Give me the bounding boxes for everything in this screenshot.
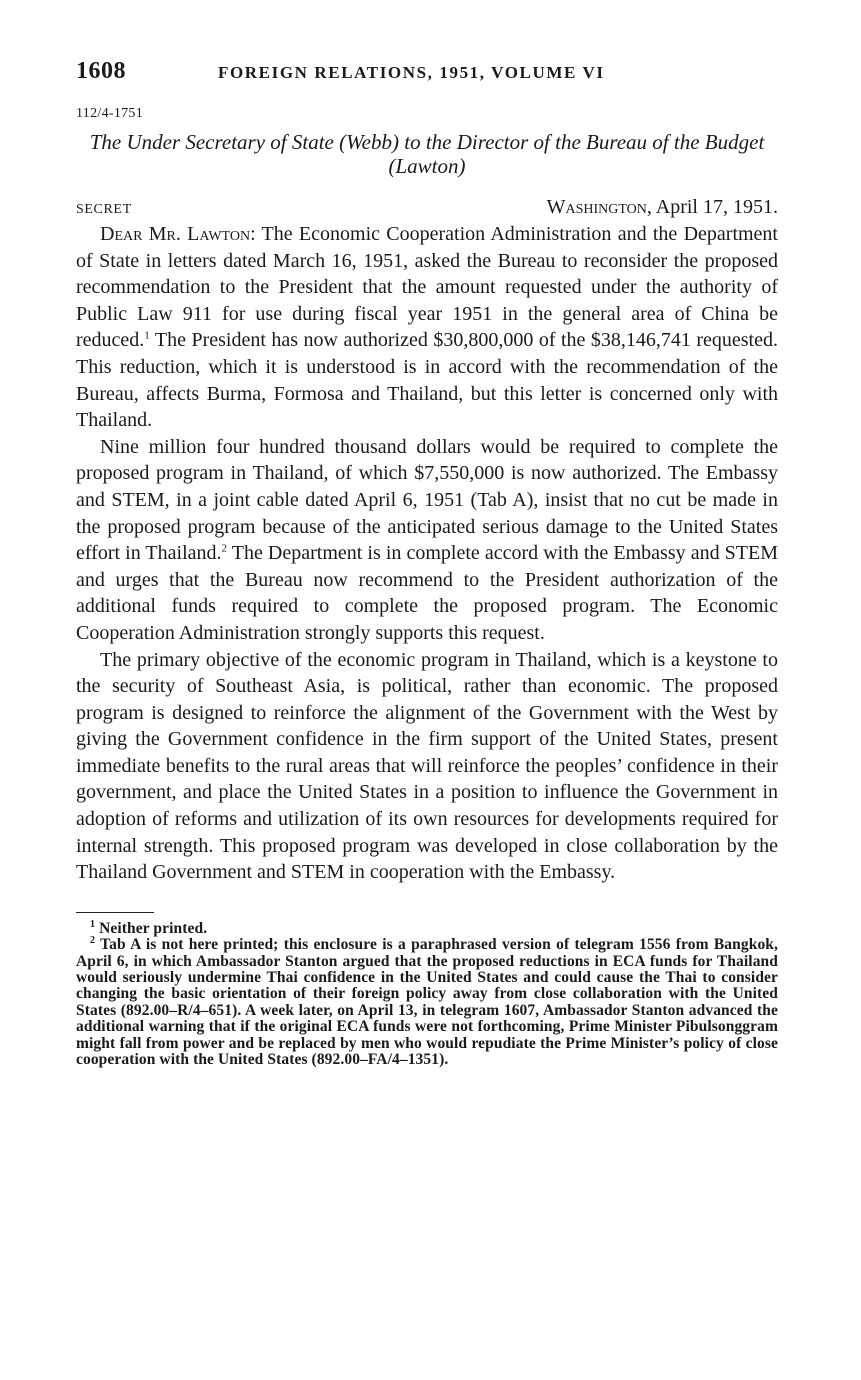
paragraph-1 bbox=[76, 221, 778, 434]
document-title: The Under Secretary of State (Webb) to the Director of the Bureau of the Budget (Lawton) bbox=[89, 130, 765, 178]
paragraph-2-text-a: Nine million four hundred thousand dollars would be required to complete the proposed program in Thailand, of which $7,550,000 is now authorized. The Embassy and STEM, in a joint cable dated April 6, 1951 (Tab A), insist that no cut be made in the proposed program because of the anticipated serious damage to the United States effort in Thailand. bbox=[76, 435, 778, 565]
running-head bbox=[76, 58, 778, 94]
footnote-1 bbox=[76, 918, 778, 937]
paragraph-1-text-a: The Economic Cooperation Administration and the Department of State in letters dated March 16, 1951, asked the Bureau to reconsider the proposed recommendation to the President that the amount requested under the authority of Public Law 911 for use during fiscal year 1951 in the general area of China be reduced. bbox=[76, 223, 778, 352]
document-page bbox=[76, 58, 778, 1069]
dateline-place: Washington bbox=[546, 196, 647, 218]
footnote-2 bbox=[76, 937, 778, 1068]
footnote-divider bbox=[76, 912, 154, 913]
footnote-ref-1: 1 bbox=[144, 329, 150, 342]
page-number: 1608 bbox=[76, 58, 126, 84]
footnote-2-text: Tab A is not here printed; this enclosure is a paraphrased version of telegram 1556 from Bangkok, April 6, in which Ambassador Stanton argued that the proposed reductions in ECA funds for Thailand would seriously undermine Thai confidence in the United States and could cause the Thai to consider changing the basic orientation of their foreign policy away from close collaboration with the United States (892.00–R/4–651). A week later, on April 13, in telegram 1607, Ambassador Stanton advanced the additional warning that if the original ECA funds were not forthcoming, Prime Minister Pibulsonggram might fall from power and be replaced by men who would repudiate the Prime Minister’s policy of close cooperation with the United States (892.00–FA/4–1351). bbox=[76, 936, 778, 1069]
salutation: Dear Mr. Lawton: bbox=[100, 223, 256, 245]
classification-label: SECRET bbox=[76, 202, 132, 217]
paragraph-2 bbox=[76, 434, 778, 647]
paragraph-1-text-b: The President has now authorized $30,800,000 of the $38,146,741 requested. This reduction, which it is understood is in accord with the recommendation of the Bureau, affects Burma, Formosa and Thailand, but this letter is concerned only with Thailand. bbox=[76, 329, 778, 432]
footnote-ref-2: 2 bbox=[221, 542, 228, 555]
paragraph-3: The primary objective of the economic program in Thailand, which is a keystone to the security of Southeast Asia, is political, rather than economic. The proposed program is designed to reinforce the alignment of the Government with the West by giving the Government confidence in the firm support of the United States, present immediate benefits to the rural areas that will reinforce the peoples’ confidence in their government, and place the United States in a position to influence the Government in adoption of reforms and utilization of its own resources for developments required for internal strength. This proposed program was developed in close collaboration by the Thailand Government and STEM in cooperation with the Embassy. bbox=[76, 648, 778, 884]
footnotes bbox=[76, 918, 778, 1069]
footnote-1-marker: 1 bbox=[90, 918, 96, 930]
paragraph-2-text-b: The Department is in complete accord with the Embassy and STEM and urges that the Bureau now recommend to the President authorization of the additional funds required to complete the proposed program. The Economic Cooperation Administration strongly supports this request. bbox=[76, 542, 778, 644]
file-number: 112/4-1751 bbox=[76, 106, 144, 121]
dateline bbox=[547, 196, 778, 219]
footnote-2-marker: 2 bbox=[90, 935, 96, 947]
dateline-row bbox=[76, 196, 778, 219]
footnote-1-text: Neither printed. bbox=[95, 919, 208, 937]
running-title: FOREIGN RELATIONS, 1951, VOLUME VI bbox=[218, 63, 605, 82]
dateline-date: , April 17, 1951. bbox=[646, 196, 778, 218]
letter-body bbox=[76, 221, 778, 886]
